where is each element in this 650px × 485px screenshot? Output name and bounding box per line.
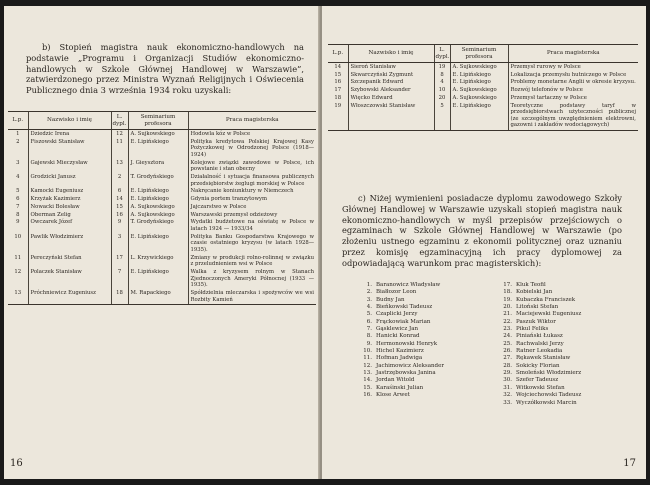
table-row xyxy=(8,219,316,233)
list-item-name: Kobielski Jan xyxy=(516,289,553,296)
list-item xyxy=(496,377,581,384)
diploma-number: 5 xyxy=(434,102,450,130)
list-item-name: Jastrzębowska Janina xyxy=(376,370,436,377)
thesis-title: Polityka Banku Gospodarstwa Krajowego w czasie ostatniego kryzysu (w latach 1928—1935). xyxy=(188,233,316,254)
list-item-name: Karaśinski Julian xyxy=(376,384,424,391)
list-item-number: 13. xyxy=(363,370,372,377)
seminar-professor: E. Lipińskiego xyxy=(128,138,188,159)
list-item xyxy=(496,304,581,311)
table-header-row xyxy=(8,112,316,130)
list-item-number: 17. xyxy=(503,282,512,288)
student-name: Polaczek Stanisław xyxy=(28,269,111,290)
thesis-title: Teoretyczne podstawy taryf w przedsiębiorstwach użyteczności publicznej (ze szczególnym uwzględnieniem elektrowni, gazowni i zakładów wodociągowych) xyxy=(508,102,638,130)
row-number: 5 xyxy=(16,188,20,195)
table-row xyxy=(328,63,638,71)
diploma-number: 16 xyxy=(111,211,128,219)
list-item xyxy=(356,319,444,326)
list-item-name: Hofman Jadwiga xyxy=(376,355,423,362)
thesis-title: Warszawski przemysł odzieżowy xyxy=(188,211,316,219)
list-item-name: Rękawek Stanisław xyxy=(516,355,571,362)
seminar-professor: A. Sujkowskiego xyxy=(128,211,188,219)
list-item xyxy=(356,333,444,340)
thesis-title: Lokalizacja przemysłu hutniczego w Polsce xyxy=(508,71,638,79)
diploma-number: 3 xyxy=(111,233,128,254)
seminar-professor: E. Lipińskiego xyxy=(128,233,188,254)
list-item-number: 21. xyxy=(503,311,512,318)
seminar-professor: A. Sujkowskiego xyxy=(128,130,188,138)
thesis-title: Jajczarstwo w Polsce xyxy=(188,203,316,211)
list-item-name: Witkowski Stefan xyxy=(516,384,565,391)
col-header-thesis: Praca magisterska xyxy=(508,45,638,63)
table-row xyxy=(8,233,316,254)
list-item xyxy=(496,297,581,304)
list-item-number: 27. xyxy=(503,355,512,362)
diploma-number: 11 xyxy=(111,138,128,159)
diploma-number: 18 xyxy=(111,290,128,305)
diploma-number: 9 xyxy=(111,219,128,233)
list-item-name: Kluk Teofil xyxy=(516,282,546,288)
table-row xyxy=(328,71,638,79)
seminar-professor: A. Sujkowskiego xyxy=(450,87,508,95)
col-header-name: Nazwisko i imię xyxy=(348,45,434,63)
list-item xyxy=(356,289,444,296)
list-item-name: Jachimowicz Aleksander xyxy=(376,362,444,369)
paragraph-c: c) Niżej wymienieni posiadacze dyplomu zawodowego Szkoły Głównej Handlowej w Warszawie uzyskali stopień magistra nauk ekonomiczno-handlowych w myśl przepisów przejściowych o egzaminach w Szkole Głównej Handlowej w Warszawie (po złożeniu ustnego egzaminu z ekonomii politycznej oraz uznaniu przez komisję egzaminacyjną ich pracy dyplomowej za odpowiadającą warunkom prac magisterskich): xyxy=(342,193,622,268)
row-number: 8 xyxy=(16,211,20,218)
diploma-number: 19 xyxy=(434,63,450,71)
intro-paragraph: b) Stopień magistra nauk ekonomiczno-handlowych na podstawie „Programu i Organizacji Studiów ekonomiczno-handlowych w Szkole Głównej Handlowej w Warszawie”, zatwierdzonego przez Ministra Wyznań Religijnych i Oświecenia Publicznego dnia 3 września 1934 roku uzyskali: xyxy=(26,42,304,96)
list-item-name: Piniański Łukasz xyxy=(516,333,563,340)
list-item-number: 7. xyxy=(366,326,372,333)
list-item-name: Jordan Witold xyxy=(376,377,415,384)
list-item-name: Hermonowski Henryk xyxy=(376,340,438,347)
diploma-number: 17 xyxy=(111,254,128,268)
table-row xyxy=(8,290,316,305)
list-item-number: 15. xyxy=(363,384,372,391)
list-item xyxy=(496,319,581,326)
row-number: 3 xyxy=(16,159,20,166)
seminar-professor: E. Lipińskiego xyxy=(450,79,508,87)
table-row xyxy=(8,130,316,138)
student-name: Włoszczowski Stanisław xyxy=(348,102,434,130)
graduates-list-right xyxy=(496,282,581,407)
student-name: Oberman Zelig xyxy=(28,211,111,219)
list-item-name: Hichel Kazimierz xyxy=(376,348,424,355)
row-number: 19 xyxy=(328,102,348,130)
diploma-number: 7 xyxy=(111,269,128,290)
list-item-number: 2. xyxy=(366,289,372,296)
student-name: Pawlik Włodzimierz xyxy=(28,233,111,254)
student-name: Gajewski Mieczysław xyxy=(28,159,111,173)
list-item xyxy=(356,363,444,370)
list-item xyxy=(356,304,444,311)
list-item-number: 28. xyxy=(503,362,512,369)
thesis-title: Hodowla kóz w Polsce xyxy=(188,130,316,138)
col-header-seminar: Seminarium profesora xyxy=(450,45,508,63)
row-number: 11 xyxy=(14,254,22,261)
list-item xyxy=(496,385,581,392)
col-header-seminar: Seminarium profesora xyxy=(128,112,188,130)
list-item-number: 26. xyxy=(503,348,512,355)
list-item-name: Hanicki Konrad xyxy=(376,333,420,340)
list-item-number: 5. xyxy=(366,311,372,318)
table-row xyxy=(8,138,316,159)
row-number: 4 xyxy=(16,173,20,180)
list-item-number: 30. xyxy=(503,377,512,384)
row-number: 6 xyxy=(16,196,20,203)
list-item-number: 14. xyxy=(363,377,372,384)
student-name: Grodzicki Janusz xyxy=(28,173,111,187)
seminar-professor: E. Lipińskiego xyxy=(128,188,188,196)
col-header-diploma: L. dypl. xyxy=(111,112,128,130)
list-item xyxy=(496,341,581,348)
thesis-title: Walka z kryzysem rolnym w Stanach Zjednoczonych Ameryki Północnej (1933 — 1935). xyxy=(188,269,316,290)
row-number: 15 xyxy=(334,71,342,78)
right-page xyxy=(322,6,646,479)
col-header-name: Nazwisko i imię xyxy=(28,112,111,130)
list-item-number: 6. xyxy=(366,318,372,325)
list-item-name: Maciejewski Eugeniusz xyxy=(516,311,582,318)
list-item-name: Frąckowiak Marian xyxy=(376,318,431,325)
list-item xyxy=(356,282,444,289)
thesis-title: Działalność i sytuacja finansowa publicznych przedsiębiorstw żeglugi morskiej w Polsce xyxy=(188,173,316,187)
list-item xyxy=(356,297,444,304)
list-item xyxy=(496,282,581,289)
table-row xyxy=(8,159,316,173)
student-name: Szczepanik Edward xyxy=(348,79,434,87)
thesis-title: Kolejowe związki zawodowe w Polsce, ich powstanie i stan obecny xyxy=(188,159,316,173)
list-item-name: Czaplicki Jerzy xyxy=(376,311,418,318)
seminar-professor: A. Sujkowskiego xyxy=(450,63,508,71)
list-item-number: 18. xyxy=(503,289,512,296)
seminar-professor: M. Rapackiego xyxy=(128,290,188,305)
table-header-row xyxy=(328,45,638,63)
list-item xyxy=(496,289,581,296)
table-row xyxy=(8,195,316,203)
student-name: Krzyżak Kazimierz xyxy=(28,195,111,203)
table-row xyxy=(8,269,316,290)
table-row xyxy=(328,87,638,95)
list-item-number: 22. xyxy=(503,318,512,325)
thesis-title: Rozwój telefonów w Polsce xyxy=(508,87,638,95)
student-name: Próchniewicz Eugeniusz xyxy=(28,290,111,305)
seminar-professor: T. Grodyńskiego xyxy=(128,173,188,187)
thesis-title: Przemysł rurowy w Polsce xyxy=(508,63,638,71)
list-item-name: Budny Jan xyxy=(376,296,405,303)
student-name: Skwarczyński Zygmunt xyxy=(348,71,434,79)
list-item-number: 10. xyxy=(363,348,372,355)
diploma-number: 14 xyxy=(111,195,128,203)
list-item-name: Ratner Leokadia xyxy=(516,348,563,355)
diploma-number: 12 xyxy=(111,130,128,138)
list-item-name: Gąsklewicz Jan xyxy=(376,326,419,333)
seminar-professor: E. Lipińskiego xyxy=(128,195,188,203)
student-name: Nowacki Bolesław xyxy=(28,203,111,211)
list-item-name: Klose Arwet xyxy=(376,392,410,399)
table-row xyxy=(328,94,638,102)
table-row xyxy=(8,203,316,211)
row-number: 9 xyxy=(16,219,20,226)
list-item-number: 16. xyxy=(363,392,372,399)
diploma-number: 13 xyxy=(111,159,128,173)
diploma-number: 20 xyxy=(434,94,450,102)
list-item-number: 31. xyxy=(503,384,512,391)
diploma-number: 2 xyxy=(111,173,128,187)
row-number: 17 xyxy=(334,87,342,94)
thesis-title: Zmiany w produkcji rolno-rolinnej w związku z przeludnieniem wsi w Polsce xyxy=(188,254,316,268)
list-item-number: 23. xyxy=(503,326,512,333)
list-item-name: Bieńkowski Tadeusz xyxy=(376,304,433,311)
list-item-number: 33. xyxy=(503,399,512,406)
thesis-title: Wydatki budżetowe na oświatę w Polsce w latach 1924 — 1933/34 xyxy=(188,219,316,233)
row-number: 1 xyxy=(16,130,20,137)
list-item-number: 25. xyxy=(503,340,512,347)
table-row xyxy=(8,188,316,196)
seminar-professor: E. Lipińskiego xyxy=(450,71,508,79)
list-item-name: Litoński Stefan xyxy=(516,304,559,311)
row-number: 2 xyxy=(16,138,20,145)
list-item-name: Wyczółkowski Marcin xyxy=(516,399,577,406)
list-item xyxy=(496,355,581,362)
list-item xyxy=(496,311,581,318)
list-item xyxy=(356,326,444,333)
row-number: 14 xyxy=(334,63,342,70)
diploma-number: 6 xyxy=(111,188,128,196)
student-name: Fiszowski Stanisław xyxy=(28,138,111,159)
list-item-number: 11. xyxy=(363,355,372,362)
student-name: Kamocki Eugeniusz xyxy=(28,188,111,196)
list-item xyxy=(356,311,444,318)
col-header-lp: L.p. xyxy=(328,45,348,63)
student-name: Sieroń Stanisław xyxy=(348,63,434,71)
list-item xyxy=(356,341,444,348)
list-item xyxy=(356,392,444,399)
col-header-lp: L.p. xyxy=(8,112,28,130)
diploma-number: 8 xyxy=(434,71,450,79)
list-item-name: Paszuk Wiktor xyxy=(516,318,556,325)
list-item-name: Smoleński Włodzimierz xyxy=(516,370,582,377)
right-thesis-table xyxy=(328,44,638,131)
thesis-title: Problemy monetarne Anglii w okresie kryzysu. xyxy=(508,79,638,87)
list-item-name: Białłozor Leon xyxy=(376,289,417,296)
row-number: 12 xyxy=(14,269,22,276)
table-row xyxy=(328,102,638,130)
student-name: Więcko Edward xyxy=(348,94,434,102)
row-number: 18 xyxy=(334,94,342,101)
thesis-title: Gdynia portem tranzytowym xyxy=(188,195,316,203)
table-row xyxy=(8,173,316,187)
list-item-name: Sokicky Florian xyxy=(516,362,560,369)
list-item-number: 19. xyxy=(503,296,512,303)
row-number: 10 xyxy=(14,233,22,240)
list-item xyxy=(356,370,444,377)
list-item xyxy=(356,385,444,392)
col-header-diploma: L. dypl. xyxy=(434,45,450,63)
left-thesis-table xyxy=(8,111,316,305)
list-item xyxy=(496,348,581,355)
list-item-number: 3. xyxy=(366,296,372,303)
seminar-professor: E. Lipińskiego xyxy=(128,269,188,290)
list-item-number: 8. xyxy=(366,333,372,340)
seminar-professor: A. Sujkowskiego xyxy=(128,203,188,211)
table-row xyxy=(328,79,638,87)
student-name: Pereczyński Stefan xyxy=(28,254,111,268)
page-number: 16 xyxy=(10,458,23,469)
student-name: Dziedzic Irena xyxy=(28,130,111,138)
page-number: 17 xyxy=(623,458,636,469)
graduates-list-left xyxy=(356,282,444,400)
list-item-name: Pikul Feliks xyxy=(516,326,549,333)
student-name: Owczarek Józef xyxy=(28,219,111,233)
list-item-number: 9. xyxy=(366,340,372,347)
list-item-number: 24. xyxy=(503,333,512,340)
diploma-number: 15 xyxy=(111,203,128,211)
list-item xyxy=(356,377,444,384)
seminar-professor: E. Lipińskiego xyxy=(450,102,508,130)
list-item xyxy=(356,355,444,362)
list-item-number: 20. xyxy=(503,304,512,311)
seminar-professor: J. Gieysztora xyxy=(128,159,188,173)
row-number: 16 xyxy=(334,79,342,86)
row-number: 7 xyxy=(16,203,20,210)
table-row xyxy=(8,211,316,219)
list-item-number: 1. xyxy=(366,282,372,288)
student-name: Szybowski Aleksander xyxy=(348,87,434,95)
diploma-number: 4 xyxy=(434,79,450,87)
left-page xyxy=(4,6,320,479)
list-item-number: 29. xyxy=(503,370,512,377)
list-item-name: Wojciechowski Tadeusz xyxy=(516,392,582,399)
list-item xyxy=(496,333,581,340)
thesis-title: Polityka kredytowa Polskiej Krajowej Kasy Pożyczkowej w Odrodzonej Polsce (1918—1924) xyxy=(188,138,316,159)
thesis-title: Przemysł tartaczny w Polsce xyxy=(508,94,638,102)
col-header-thesis: Praca magisterska xyxy=(188,112,316,130)
list-item xyxy=(496,400,581,407)
list-item-name: Baranowicz Władysław xyxy=(376,282,441,288)
list-item-name: Rachwalski Jerzy xyxy=(516,340,564,347)
list-item xyxy=(356,348,444,355)
diploma-number: 10 xyxy=(434,87,450,95)
thesis-title: Spółdzielnia mleczarska i spożywców we wsi Rozbity Kamień xyxy=(188,290,316,305)
list-item-name: Kubaczka Franciszek xyxy=(516,296,576,303)
table-row xyxy=(8,254,316,268)
list-item xyxy=(496,370,581,377)
seminar-professor: T. Grodyńskiego xyxy=(128,219,188,233)
list-item xyxy=(496,392,581,399)
seminar-professor: A. Sujkowskiego xyxy=(450,94,508,102)
list-item-number: 32. xyxy=(503,392,512,399)
thesis-title: Nakręcanie koniunktury w Niemczech xyxy=(188,188,316,196)
seminar-professor: L. Krzywickiego xyxy=(128,254,188,268)
list-item-number: 4. xyxy=(366,304,372,311)
list-item-name: Szefer Tadeusz xyxy=(516,377,559,384)
list-item-number: 12. xyxy=(363,362,372,369)
row-number: 13 xyxy=(8,290,28,305)
